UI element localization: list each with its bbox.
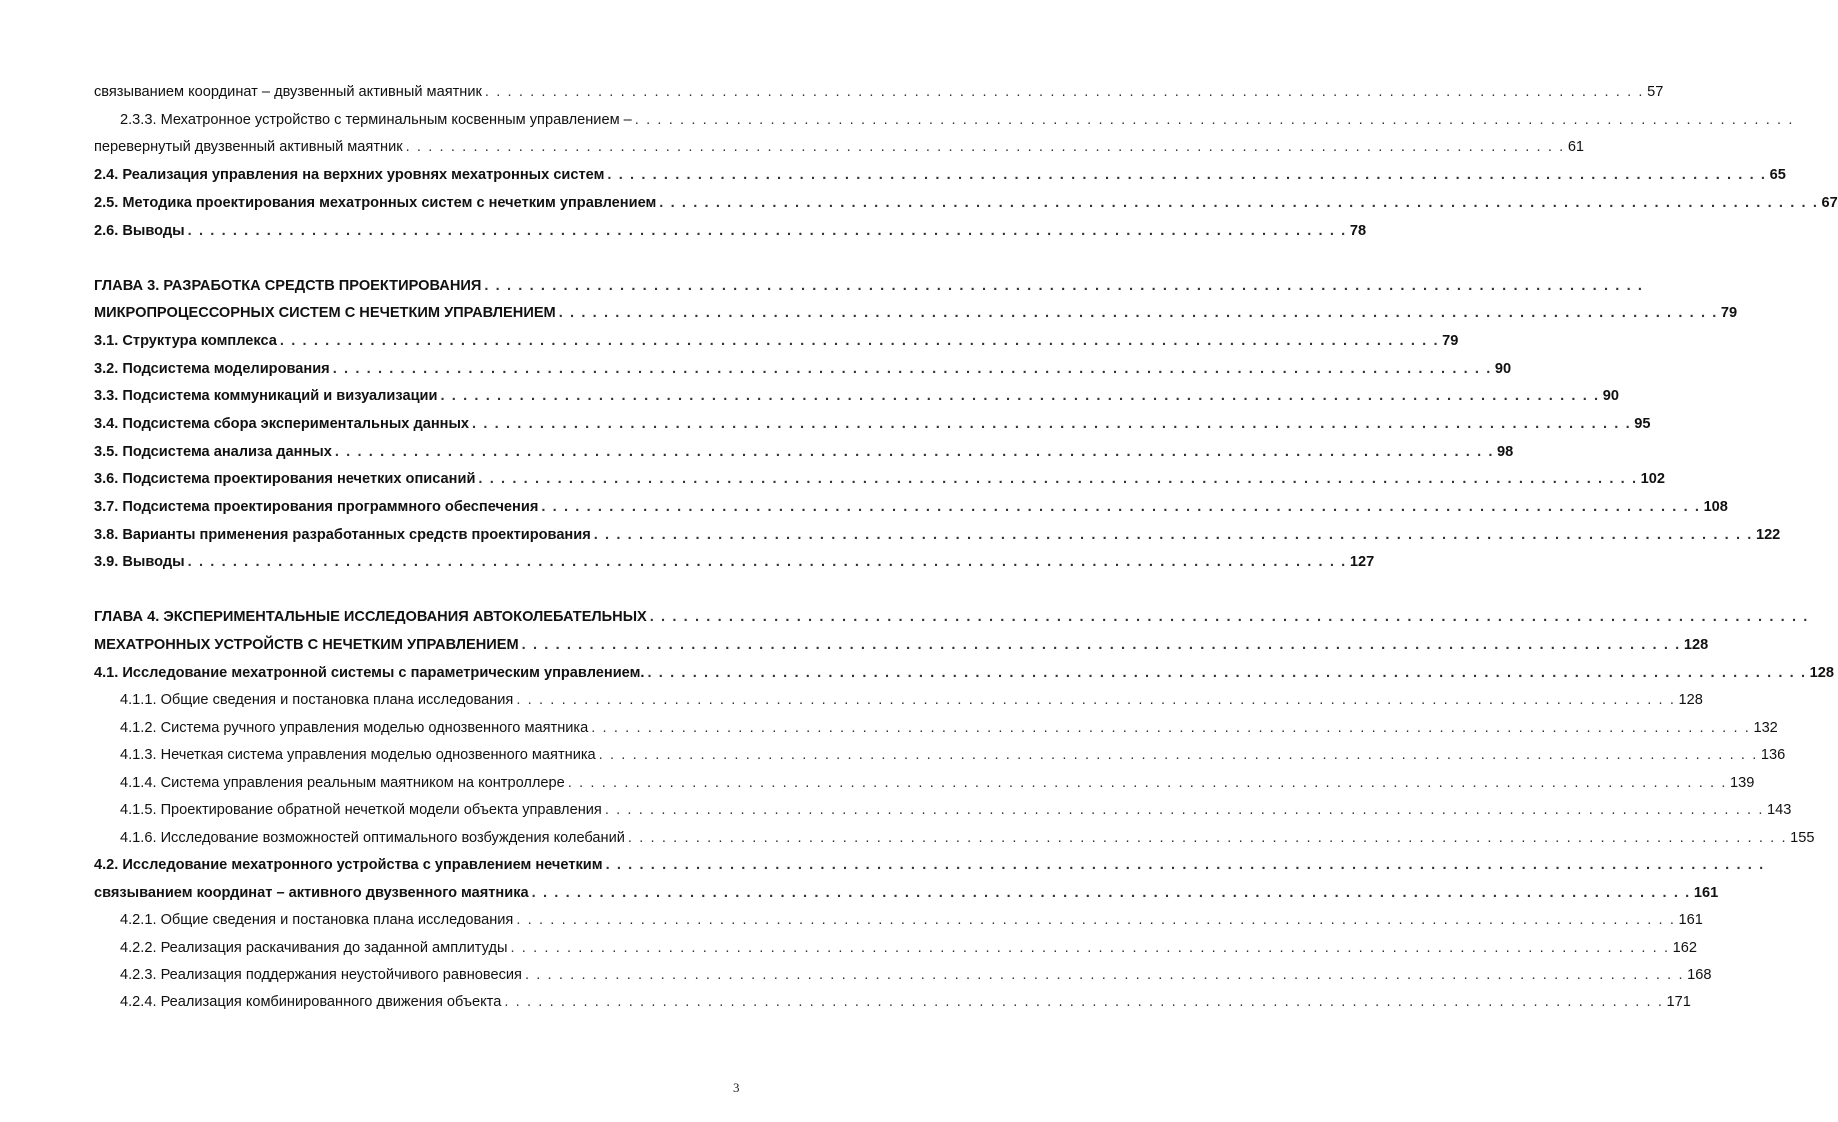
toc-entry-page: 132 <box>1753 720 1778 736</box>
toc-entry-page: 161 <box>1693 885 1719 901</box>
toc-entry <box>94 550 1375 574</box>
toc-entry <box>94 301 1738 325</box>
toc-leader-dots: . . . . . . . . . . . . . . . . . . . . . . . . . . . . . . . . . . . . . . . . . . . . . . . . . . . . . . . . . . . . . . . . . . . . . . . . . . . . . . . . . . . . . . . . . . . . . . . . . . . . . . . <box>510 940 1670 956</box>
toc-entry-page: 122 <box>1755 527 1781 543</box>
toc-entry <box>94 688 1703 712</box>
toc-entry-page: 128 <box>1678 692 1703 708</box>
toc-entry <box>94 384 1619 408</box>
toc-entry-title: МИКРОПРОЦЕССОРНЫХ СИСТЕМ С НЕЧЕТКИМ УПРАВЛЕНИЕМ <box>94 305 556 321</box>
toc-entry-title: 2.6. Выводы <box>94 223 185 239</box>
toc-entry-page: 139 <box>1730 775 1755 791</box>
toc-entry <box>94 440 1514 464</box>
toc-entry-title: перевернутый двузвенный активный маятник <box>94 139 403 155</box>
toc-entry-title: 4.1.3. Нечеткая система управления моделью однозвенного маятника <box>120 747 596 763</box>
toc-leader-dots: . . . . . . . . . . . . . . . . . . . . . . . . . . . . . . . . . . . . . . . . . . . . . . . . . . . . . . . . . . . . . . . . . . . . . . . . . . . . . . . . . . . . . . . . . . . . . . . . . . . . . . . <box>484 278 1644 294</box>
toc-entry-page: 95 <box>1634 416 1651 432</box>
toc-leader-dots: . . . . . . . . . . . . . . . . . . . . . . . . . . . . . . . . . . . . . . . . . . . . . . . . . . . . . . . . . . . . . . . . . . . . . . . . . . . . . . . . . . . . . . . . . . . . . . . . . . . . . . . <box>187 223 1347 239</box>
toc-entry-title: ГЛАВА 4. ЭКСПЕРИМЕНТАЛЬНЫЕ ИССЛЕДОВАНИЯ АВТОКОЛЕБАТЕЛЬНЫХ <box>94 609 647 625</box>
toc-entry <box>94 523 1781 547</box>
toc-entry-title: 4.1.5. Проектирование обратной нечеткой модели объекта управления <box>120 802 602 818</box>
toc-entry-page: 143 <box>1767 802 1792 818</box>
toc-entry-page: 171 <box>1666 994 1691 1010</box>
toc-entry-title: 2.5. Методика проектирования мехатронных систем с нечетким управлением <box>94 195 657 211</box>
toc-entry <box>94 274 1644 298</box>
toc-entry-title: 4.1.2. Система ручного управления моделью однозвенного маятника <box>120 720 589 736</box>
toc-leader-dots: . . . . . . . . . . . . . . . . . . . . . . . . . . . . . . . . . . . . . . . . . . . . . . . . . . . . . . . . . . . . . . . . . . . . . . . . . . . . . . . . . . . . . . . . . . . . . . . . . . . . . . . <box>593 527 1753 543</box>
toc-entry-page: 162 <box>1672 940 1698 956</box>
page-number: 3 <box>733 1080 740 1095</box>
toc-entry <box>94 329 1459 353</box>
toc-leader-dots: . . . . . . . . . . . . . . . . . . . . . . . . . . . . . . . . . . . . . . . . . . . . . . . . . . . . . . . . . . . . . . . . . . . . . . . . . . . . . . . . . . . . . . . . . . . . . . . . . . . . . . . <box>405 139 1565 155</box>
toc-entry <box>94 80 1664 104</box>
toc-entry-page: 168 <box>1687 967 1712 983</box>
toc-leader-dots: . . . . . . . . . . . . . . . . . . . . . . . . . . . . . . . . . . . . . . . . . . . . . . . . . . . . . . . . . . . . . . . . . . . . . . . . . . . . . . . . . . . . . . . . . . . . . . . . . . . . . . . <box>531 885 1691 901</box>
toc-entry <box>94 743 1786 767</box>
toc-entry <box>94 412 1651 436</box>
toc-entry-page: 128 <box>1809 665 1835 681</box>
toc-entry-title: 4.2. Исследование мехатронного устройства с управлением нечетким <box>94 857 603 873</box>
toc-entry-page: 57 <box>1647 84 1664 100</box>
toc-entry-title: связыванием координат – активного двузвенного маятника <box>94 885 529 901</box>
toc-leader-dots: . . . . . . . . . . . . . . . . . . . . . . . . . . . . . . . . . . . . . . . . . . . . . . . . . . . . . . . . . . . . . . . . . . . . . . . . . . . . . . . . . . . . . . . . . . . . . . . . . . . . . . . <box>627 830 1788 846</box>
toc-entry-title: 3.3. Подсистема коммуникаций и визуализации <box>94 388 438 404</box>
toc-leader-dots: . . . . . . . . . . . . . . . . . . . . . . . . . . . . . . . . . . . . . . . . . . . . . . . . . . . . . . . . . . . . . . . . . . . . . . . . . . . . . . . . . . . . . . . . . . . . . . . . . . . . . . . <box>647 665 1807 681</box>
toc-entry-title: МЕХАТРОННЫХ УСТРОЙСТВ С НЕЧЕТКИМ УПРАВЛЕНИЕМ <box>94 637 519 653</box>
toc-leader-dots: . . . . . . . . . . . . . . . . . . . . . . . . . . . . . . . . . . . . . . . . . . . . . . . . . . . . . . . . . . . . . . . . . . . . . . . . . . . . . . . . . . . . . . . . . . . . . . . . . . . . . . . <box>521 637 1681 653</box>
toc-leader-dots: . . . . . . . . . . . . . . . . . . . . . . . . . . . . . . . . . . . . . . . . . . . . . . . . . . . . . . . . . . . . . . . . . . . . . . . . . . . . . . . . . . . . . . . . . . . . . . . . . . . . . . . <box>558 305 1718 321</box>
toc-entry-title: 3.6. Подсистема проектирования нечетких описаний <box>94 471 476 487</box>
toc-entry <box>94 853 1765 877</box>
toc-leader-dots: . . . . . . . . . . . . . . . . . . . . . . . . . . . . . . . . . . . . . . . . . . . . . . . . . . . . . . . . . . . . . . . . . . . . . . . . . . . . . . . . . . . . . . . . . . . . . . . . . . . . . . . <box>649 609 1809 625</box>
toc-leader-dots: . . . . . . . . . . . . . . . . . . . . . . . . . . . . . . . . . . . . . . . . . . . . . . . . . . . . . . . . . . . . . . . . . . . . . . . . . . . . . . . . . . . . . . . . . . . . . . . . . . . . . . . <box>484 84 1645 100</box>
toc-entry-page: 108 <box>1703 499 1728 515</box>
toc-entry-title: 3.5. Подсистема анализа данных <box>94 444 332 460</box>
toc-entry-page: 102 <box>1640 471 1665 487</box>
toc-entry-page: 98 <box>1497 444 1514 460</box>
toc-entry-title: 2.4. Реализация управления на верхних уровнях мехатронных систем <box>94 167 605 183</box>
toc-entry-page: 79 <box>1720 305 1738 321</box>
toc-entry-title: 4.1.4. Система управления реальным маятником на контроллере <box>120 775 565 791</box>
toc-entry <box>94 357 1512 381</box>
toc-entry <box>94 963 1712 987</box>
toc-entry <box>94 108 1794 132</box>
toc-leader-dots: . . . . . . . . . . . . . . . . . . . . . . . . . . . . . . . . . . . . . . . . . . . . . . . . . . . . . . . . . . . . . . . . . . . . . . . . . . . . . . . . . . . . . . . . . . . . . . . . . . . . . . . <box>634 112 1794 128</box>
toc-entry <box>94 191 1838 215</box>
toc-leader-dots: . . . . . . . . . . . . . . . . . . . . . . . . . . . . . . . . . . . . . . . . . . . . . . . . . . . . . . . . . . . . . . . . . . . . . . . . . . . . . . . . . . . . . . . . . . . . . . . . . . . . . . . <box>605 857 1765 873</box>
toc-entry-title: 3.2. Подсистема моделирования <box>94 361 330 377</box>
toc-entry-page: 136 <box>1760 747 1786 763</box>
toc-entry-page: 78 <box>1349 223 1367 239</box>
toc-leader-dots: . . . . . . . . . . . . . . . . . . . . . . . . . . . . . . . . . . . . . . . . . . . . . . . . . . . . . . . . . . . . . . . . . . . . . . . . . . . . . . . . . . . . . . . . . . . . . . . . . . . . . . . <box>279 333 1440 349</box>
toc-entry-page: 90 <box>1494 361 1512 377</box>
toc-entry-page: 61 <box>1567 139 1585 155</box>
toc-entry <box>94 163 1786 187</box>
toc-entry <box>94 798 1792 822</box>
toc-entry-title: 4.2.4. Реализация комбинированного движения объекта <box>120 994 502 1010</box>
toc-entry-page: 90 <box>1602 388 1619 404</box>
toc-leader-dots: . . . . . . . . . . . . . . . . . . . . . . . . . . . . . . . . . . . . . . . . . . . . . . . . . . . . . . . . . . . . . . . . . . . . . . . . . . . . . . . . . . . . . . . . . . . . . . . . . . . . . . . <box>516 912 1676 928</box>
toc-entry <box>94 826 1815 850</box>
toc-leader-dots: . . . . . . . . . . . . . . . . . . . . . . . . . . . . . . . . . . . . . . . . . . . . . . . . . . . . . . . . . . . . . . . . . . . . . . . . . . . . . . . . . . . . . . . . . . . . . . . . . . . . . . . <box>541 499 1701 515</box>
toc-leader-dots: . . . . . . . . . . . . . . . . . . . . . . . . . . . . . . . . . . . . . . . . . . . . . . . . . . . . . . . . . . . . . . . . . . . . . . . . . . . . . . . . . . . . . . . . . . . . . . . . . . . . . . . <box>187 554 1347 570</box>
toc-leader-dots: . . . . . . . . . . . . . . . . . . . . . . . . . . . . . . . . . . . . . . . . . . . . . . . . . . . . . . . . . . . . . . . . . . . . . . . . . . . . . . . . . . . . . . . . . . . . . . . . . . . . . . . <box>607 167 1767 183</box>
toc-entry <box>94 135 1585 159</box>
toc-entry-page: 65 <box>1769 167 1786 183</box>
toc-leader-dots: . . . . . . . . . . . . . . . . . . . . . . . . . . . . . . . . . . . . . . . . . . . . . . . . . . . . . . . . . . . . . . . . . . . . . . . . . . . . . . . . . . . . . . . . . . . . . . . . . . . . . . . <box>598 747 1758 763</box>
toc-entry-page: 155 <box>1790 830 1815 846</box>
toc-entry-title: связыванием координат – двузвенный активный маятник <box>94 84 482 100</box>
toc-entry <box>94 716 1778 740</box>
toc-entry-page: 128 <box>1683 637 1709 653</box>
toc-entry-title: 3.4. Подсистема сбора экспериментальных данных <box>94 416 470 432</box>
toc-entry-page: 161 <box>1678 912 1703 928</box>
toc-entry <box>94 219 1367 243</box>
toc-leader-dots: . . . . . . . . . . . . . . . . . . . . . . . . . . . . . . . . . . . . . . . . . . . . . . . . . . . . . . . . . . . . . . . . . . . . . . . . . . . . . . . . . . . . . . . . . . . . . . . . . . . . . . . <box>478 471 1638 487</box>
toc-entry-page: 67 <box>1821 195 1838 211</box>
toc-entry-title: 4.2.3. Реализация поддержания неустойчивого равновесия <box>120 967 522 983</box>
toc-entry <box>94 633 1709 657</box>
toc-entry-title: ГЛАВА 3. РАЗРАБОТКА СРЕДСТВ ПРОЕКТИРОВАНИЯ <box>94 278 482 294</box>
toc-leader-dots: . . . . . . . . . . . . . . . . . . . . . . . . . . . . . . . . . . . . . . . . . . . . . . . . . . . . . . . . . . . . . . . . . . . . . . . . . . . . . . . . . . . . . . . . . . . . . . . . . . . . . . . <box>332 361 1492 377</box>
toc-entry <box>94 495 1728 519</box>
toc-leader-dots: . . . . . . . . . . . . . . . . . . . . . . . . . . . . . . . . . . . . . . . . . . . . . . . . . . . . . . . . . . . . . . . . . . . . . . . . . . . . . . . . . . . . . . . . . . . . . . . . . . . . . . . <box>659 195 1819 211</box>
toc-entry-title: 3.8. Варианты применения разработанных средств проектирования <box>94 527 591 543</box>
toc-leader-dots: . . . . . . . . . . . . . . . . . . . . . . . . . . . . . . . . . . . . . . . . . . . . . . . . . . . . . . . . . . . . . . . . . . . . . . . . . . . . . . . . . . . . . . . . . . . . . . . . . . . . . . . <box>472 416 1632 432</box>
toc-entry-title: 4.2.1. Общие сведения и постановка плана исследования <box>120 912 514 928</box>
toc-entry-title: 4.2.2. Реализация раскачивания до заданной амплитуды <box>120 940 508 956</box>
toc-entry-title: 3.9. Выводы <box>94 554 185 570</box>
toc-entry <box>94 908 1703 932</box>
toc-leader-dots: . . . . . . . . . . . . . . . . . . . . . . . . . . . . . . . . . . . . . . . . . . . . . . . . . . . . . . . . . . . . . . . . . . . . . . . . . . . . . . . . . . . . . . . . . . . . . . . . . . . . . . . <box>516 692 1676 708</box>
toc-leader-dots: . . . . . . . . . . . . . . . . . . . . . . . . . . . . . . . . . . . . . . . . . . . . . . . . . . . . . . . . . . . . . . . . . . . . . . . . . . . . . . . . . . . . . . . . . . . . . . . . . . . . . . . <box>524 967 1685 983</box>
toc-entry-title: 4.1.1. Общие сведения и постановка плана исследования <box>120 692 514 708</box>
toc-entry-page: 79 <box>1442 333 1459 349</box>
toc-entry-title: 3.1. Структура комплекса <box>94 333 277 349</box>
toc-entry-title: 4.1. Исследование мехатронной системы с параметрическим управлением. <box>94 665 645 681</box>
toc-leader-dots: . . . . . . . . . . . . . . . . . . . . . . . . . . . . . . . . . . . . . . . . . . . . . . . . . . . . . . . . . . . . . . . . . . . . . . . . . . . . . . . . . . . . . . . . . . . . . . . . . . . . . . . <box>504 994 1664 1010</box>
toc-entry-title: 3.7. Подсистема проектирования программного обеспечения <box>94 499 539 515</box>
toc-leader-dots: . . . . . . . . . . . . . . . . . . . . . . . . . . . . . . . . . . . . . . . . . . . . . . . . . . . . . . . . . . . . . . . . . . . . . . . . . . . . . . . . . . . . . . . . . . . . . . . . . . . . . . . <box>604 802 1765 818</box>
toc-leader-dots: . . . . . . . . . . . . . . . . . . . . . . . . . . . . . . . . . . . . . . . . . . . . . . . . . . . . . . . . . . . . . . . . . . . . . . . . . . . . . . . . . . . . . . . . . . . . . . . . . . . . . . . <box>567 775 1727 791</box>
toc-entry-title: 4.1.6. Исследование возможностей оптимального возбуждения колебаний <box>120 830 625 846</box>
toc-entry <box>94 936 1698 960</box>
toc-entry <box>94 605 1809 629</box>
toc-entry <box>94 771 1755 795</box>
toc-entry <box>94 881 1719 905</box>
toc-leader-dots: . . . . . . . . . . . . . . . . . . . . . . . . . . . . . . . . . . . . . . . . . . . . . . . . . . . . . . . . . . . . . . . . . . . . . . . . . . . . . . . . . . . . . . . . . . . . . . . . . . . . . . . <box>334 444 1495 460</box>
toc-entry-page: 127 <box>1349 554 1375 570</box>
toc-entry <box>94 990 1691 1014</box>
toc-entry <box>94 467 1665 491</box>
toc-entry <box>94 661 1835 685</box>
toc-entry-title: 2.3.3. Мехатронное устройство с терминальным косвенным управлением – <box>120 112 632 128</box>
toc-leader-dots: . . . . . . . . . . . . . . . . . . . . . . . . . . . . . . . . . . . . . . . . . . . . . . . . . . . . . . . . . . . . . . . . . . . . . . . . . . . . . . . . . . . . . . . . . . . . . . . . . . . . . . . <box>591 720 1751 736</box>
toc-leader-dots: . . . . . . . . . . . . . . . . . . . . . . . . . . . . . . . . . . . . . . . . . . . . . . . . . . . . . . . . . . . . . . . . . . . . . . . . . . . . . . . . . . . . . . . . . . . . . . . . . . . . . . . <box>440 388 1600 404</box>
